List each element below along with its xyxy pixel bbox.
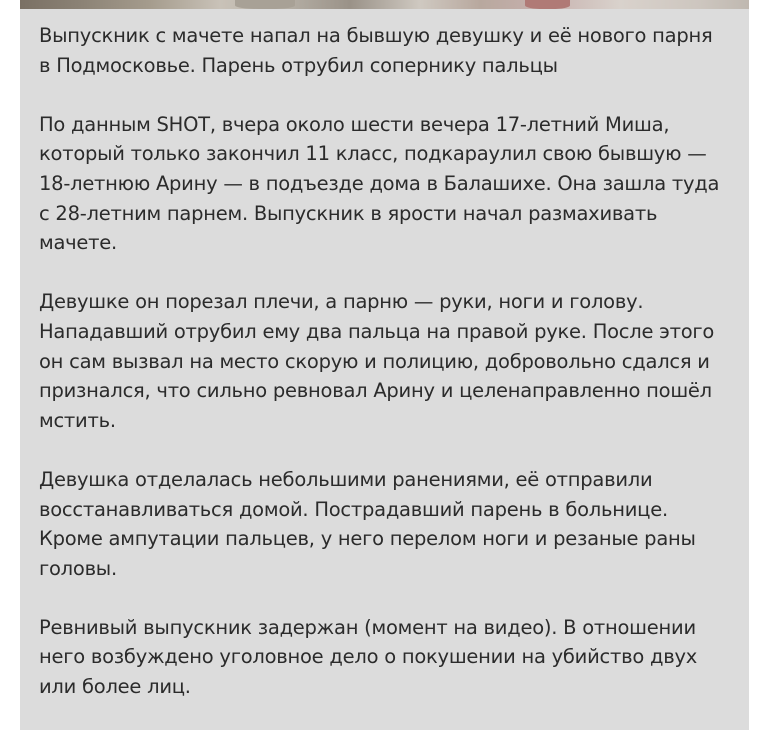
page-margin-left — [0, 0, 20, 730]
post-paragraph: Девушка отделалась небольшими ранениями, её отправили восстанавливаться домой. Пострадавший парень в больнице. Кроме ампутации пальцев, у него перелом ноги и резаные раны головы. — [39, 467, 696, 580]
photo-detail — [525, 0, 570, 9]
post-paragraph: Ревнивый выпускник задержан (момент на видео). В отношении него возбуждено уголовное дело о покушении на убийство двух или более лиц. — [39, 615, 698, 699]
post-headline: Выпускник с мачете напал на бывшую девушку и её нового парня в Подмосковье. Парень отрубил сопернику пальцы — [39, 24, 713, 77]
post-photo-edge[interactable] — [20, 0, 749, 9]
post-body — [39, 21, 729, 702]
post-card — [20, 0, 749, 730]
page-margin-right — [749, 0, 761, 730]
photo-detail — [235, 0, 295, 9]
post-paragraph: По данным SHOT, вчера около шести вечера 17-летний Миша, который только закончил 11 класс, подкараулил свою бывшую — 18-летнюю Арину — в подъезде дома в Балашихе. Она зашла туда с 28-летним парнем. Выпускник в ярости начал размахивать мачете. — [39, 112, 720, 255]
post-paragraph: Девушке он порезал плечи, а парню — руки, ноги и голову. Нападавший отрубил ему два пальца на правой руке. После этого он сам вызвал на место скорую и полицию, добровольно сдался и признался, что сильно ревновал Арину и целенаправленно пошёл мстить. — [39, 290, 715, 432]
